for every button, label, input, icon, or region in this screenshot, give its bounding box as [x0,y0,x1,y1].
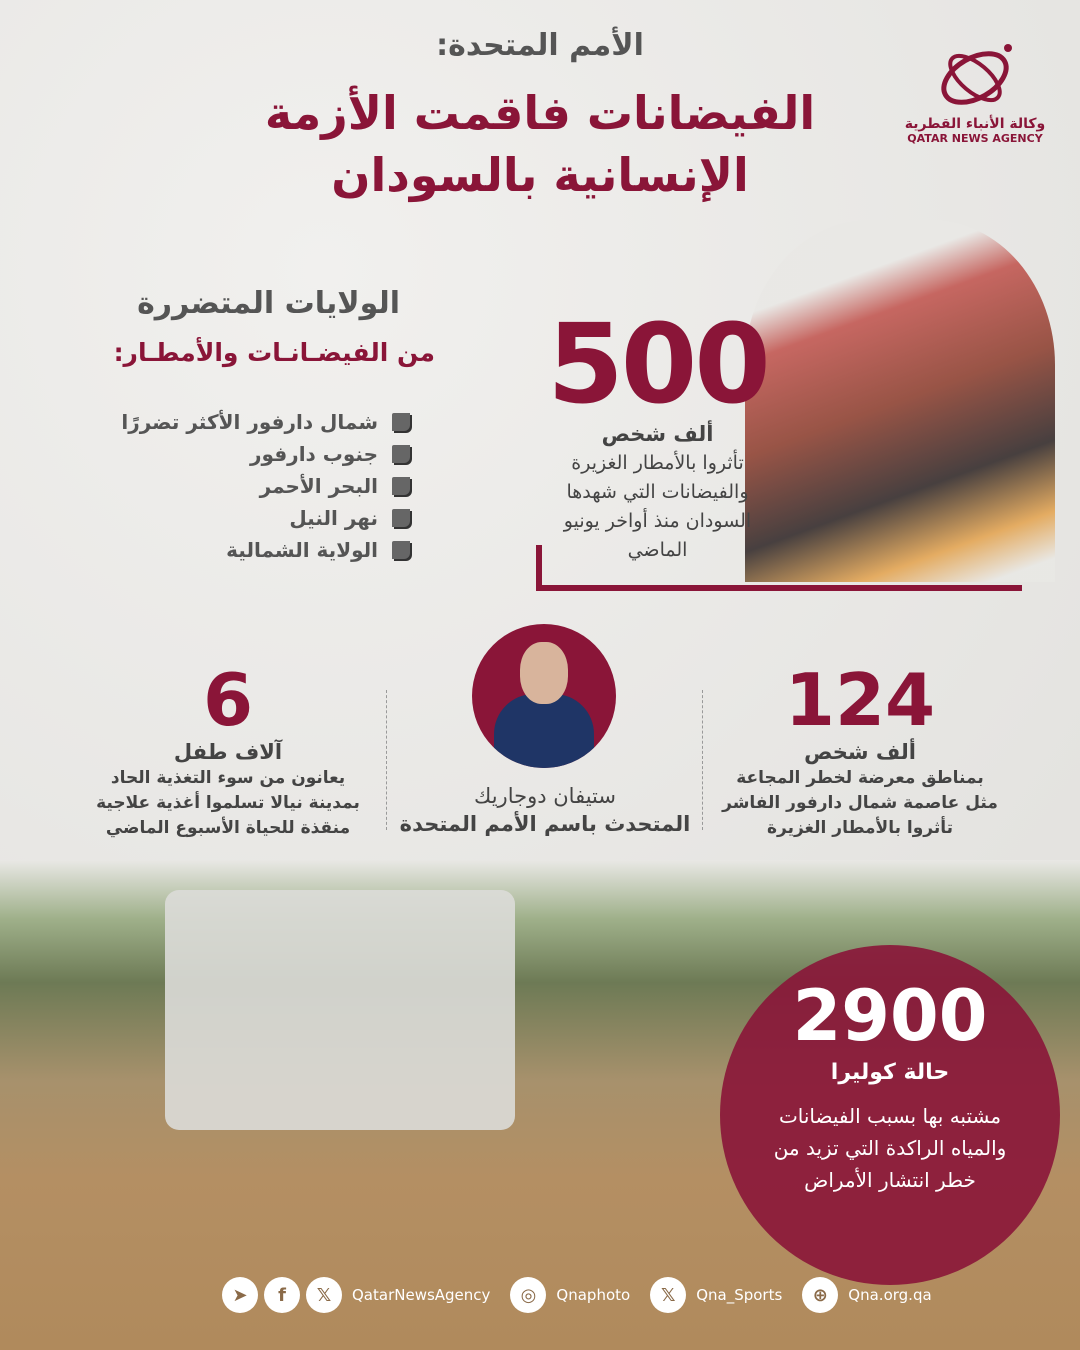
bullet-icon [392,445,410,463]
state-name: جنوب دارفور [250,442,378,466]
list-item [110,502,410,534]
stat-2900-text: مشتبه بها بسبب الفيضانات والمياه الراكدة التي تزيد من خطر انتشار الأمراض [773,1104,1007,1192]
handle-qna-sports[interactable]: Qna_Sports [696,1286,783,1304]
title-line-2: الإنسانية بالسودان [331,148,749,202]
page-title [200,82,880,206]
stat-500-desc [540,420,775,565]
website-link[interactable]: Qna.org.qa [848,1286,932,1304]
speaker [395,782,695,838]
stat-2900-number: 2900 [792,975,988,1057]
stat-124-text: بمناطق معرضة لخطر المجاعة مثل عاصمة شمال دارفور الفاشر تأثروا بالأمطار الغزيرة [722,768,998,838]
stat-6-text: يعانون من سوء التغذية الحاد بمدينة نيالا تسلموا أغذية علاجية منقذة للحياة الأسبوع الماضي [96,768,360,838]
bracket-line [536,585,1022,591]
stat-6 [88,658,368,841]
photo-truck [165,890,515,1130]
handle-qnaphoto[interactable]: Qnaphoto [556,1286,631,1304]
list-item [110,470,410,502]
speaker-name: ستيفان دوجاريك [474,784,616,808]
globe-icon[interactable]: ⊕ [802,1277,838,1313]
list-item [110,534,410,566]
stat-500-number: 500 [547,300,768,428]
social-footer [222,1277,946,1313]
state-name: البحر الأحمر [259,474,378,498]
photo-displaced-family [745,220,1055,582]
stat-500-text: تأثروا بالأمطار الغزيرة والفيضانات التي شهدها السودان منذ أواخر يونيو الماضي [563,452,752,561]
bullet-icon [392,477,410,495]
state-name: نهر النيل [289,506,378,530]
telegram-icon[interactable]: ➤ [222,1277,258,1313]
speaker-role: المتحدث باسم الأمم المتحدة [399,812,691,836]
divider [386,690,387,830]
bullet-icon [392,541,410,559]
states-title: الولايات المتضررة [137,286,400,321]
instagram-icon[interactable]: ◎ [510,1277,546,1313]
header-kicker: الأمم المتحدة: [436,28,644,63]
stat-124 [720,658,1000,841]
stat-500-unit: ألف شخص [601,422,714,446]
handle-qatarnewsagency[interactable]: QatarNewsAgency [352,1286,491,1304]
state-name: الولاية الشمالية [226,538,378,562]
states-list [110,406,410,566]
speaker-photo [472,624,616,768]
state-name: شمال دارفور الأكثر تضررًا [121,410,378,434]
logo-english: QATAR NEWS AGENCY [907,132,1043,145]
stat-6-unit: آلاف طفل [173,740,283,764]
bullet-icon [392,413,410,431]
divider [702,690,703,830]
list-item [110,438,410,470]
title-line-1: الفيضانات فاقمت الأزمة [264,86,816,140]
x-icon[interactable]: 𝕏 [306,1277,342,1313]
list-item [110,406,410,438]
bullet-icon [392,509,410,527]
stat-6-number: 6 [202,658,254,742]
stat-124-number: 124 [784,658,936,742]
stat-124-unit: ألف شخص [804,740,916,764]
qna-logo [900,36,1050,145]
stat-2900-unit: حالة كوليرا [830,1060,950,1085]
states-subtitle: من الفيضـانـات والأمطـار: [113,338,435,367]
qna-logo-icon [930,36,1020,116]
x-icon[interactable]: 𝕏 [650,1277,686,1313]
facebook-icon[interactable]: f [264,1277,300,1313]
logo-arabic: وكالة الأنباء القطرية [904,116,1046,132]
